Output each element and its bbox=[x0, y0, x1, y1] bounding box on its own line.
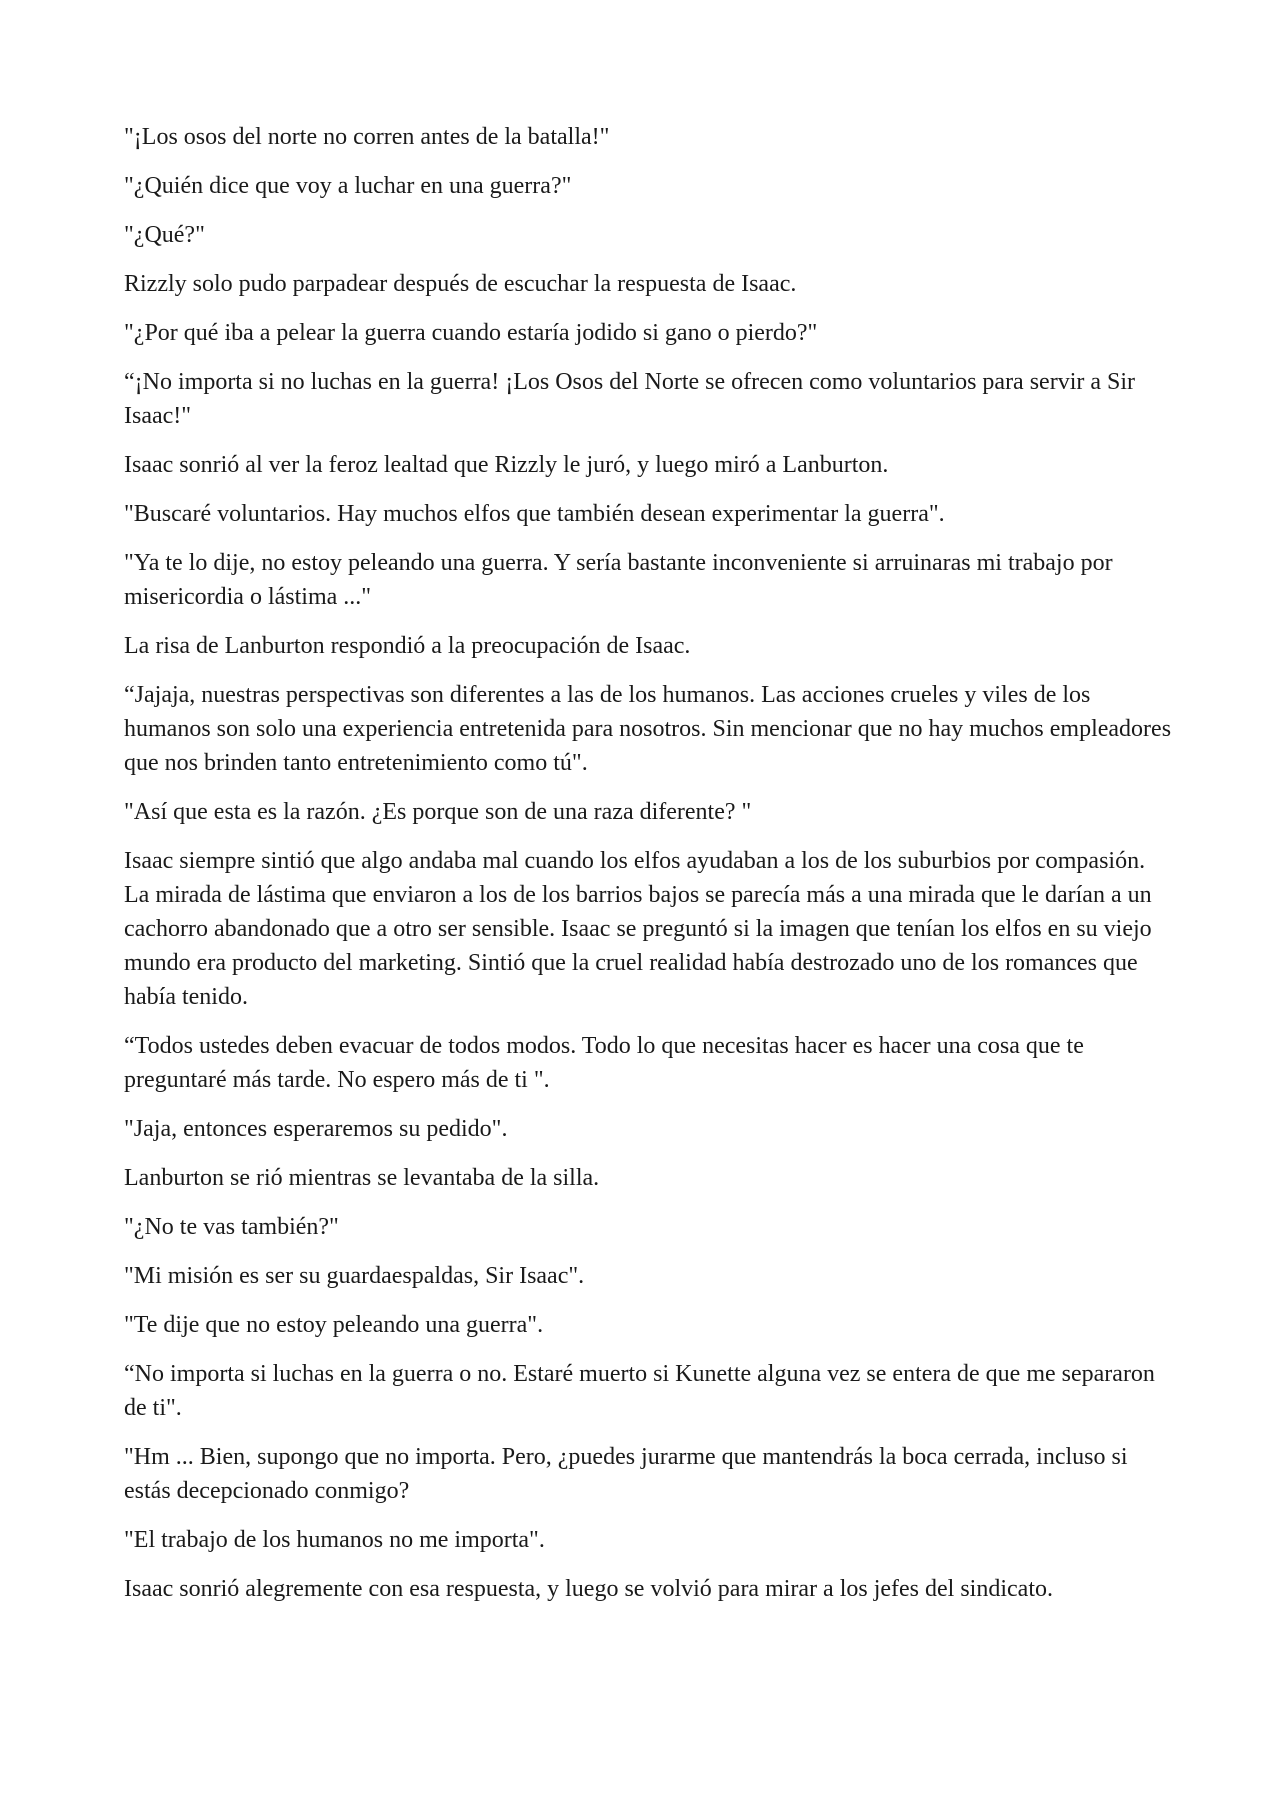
paragraph: Isaac sonrió al ver la feroz lealtad que Rizzly le juró, y luego miró a Lanburton. bbox=[124, 452, 889, 478]
paragraph: "El trabajo de los humanos no me importa". bbox=[124, 1527, 545, 1553]
paragraph: "Buscaré voluntarios. Hay muchos elfos que también desean experimentar la guerra". bbox=[124, 501, 945, 527]
paragraph: "Así que esta es la razón. ¿Es porque son de una raza diferente? " bbox=[124, 799, 752, 825]
paragraph: Rizzly solo pudo parpadear después de escuchar la respuesta de Isaac. bbox=[124, 271, 797, 297]
paragraph: La risa de Lanburton respondió a la preocupación de Isaac. bbox=[124, 633, 691, 659]
paragraph: "Mi misión es ser su guardaespaldas, Sir Isaac". bbox=[124, 1263, 585, 1289]
paragraph: "¡Los osos del norte no corren antes de la batalla!" bbox=[124, 124, 610, 150]
paragraph: "¿No te vas también?" bbox=[124, 1214, 339, 1240]
paragraph: "Te dije que no estoy peleando una guerra". bbox=[124, 1312, 544, 1338]
paragraph: "¿Por qué iba a pelear la guerra cuando estaría jodido si gano o pierdo?" bbox=[124, 320, 818, 346]
paragraph: Lanburton se rió mientras se levantaba de la silla. bbox=[124, 1165, 600, 1191]
paragraph: “Todos ustedes deben evacuar de todos modos. Todo lo que necesitas hacer es hacer una cosa que te preguntaré más tarde. No espero más de ti ". bbox=[124, 1033, 1084, 1093]
paragraph: "Ya te lo dije, no estoy peleando una guerra. Y sería bastante inconveniente si arruinaras mi trabajo por misericordia o lástima ..." bbox=[124, 550, 1113, 610]
paragraph: “No importa si luchas en la guerra o no. Estaré muerto si Kunette alguna vez se entera de que me separaron de ti". bbox=[124, 1361, 1155, 1421]
paragraph: "Jaja, entonces esperaremos su pedido". bbox=[124, 1116, 508, 1142]
paragraph: Isaac siempre sintió que algo andaba mal cuando los elfos ayudaban a los de los suburbios por compasión. La mirada de lástima que enviaron a los de los barrios bajos se parecía más a una mirada que le darían a un cachorro abandonado que a otro ser sensible. Isaac se preguntó si la imagen que tenían los elfos en su viejo mundo era producto del marketing. Sintió que la cruel realidad había destrozado uno de los romances que había tenido. bbox=[124, 848, 1152, 1010]
paragraph: “Jajaja, nuestras perspectivas son diferentes a las de los humanos. Las acciones crueles y viles de los humanos son solo una experiencia entretenida para nosotros. Sin mencionar que no hay muchos empleadores que nos brinden tanto entretenimiento como tú". bbox=[124, 682, 1172, 776]
paragraph: Isaac sonrió alegremente con esa respuesta, y luego se volvió para mirar a los jefes del sindicato. bbox=[124, 1576, 1053, 1602]
paragraph: “¡No importa si no luchas en la guerra! ¡Los Osos del Norte se ofrecen como voluntarios para servir a Sir Isaac!" bbox=[124, 369, 1136, 429]
document-body bbox=[124, 120, 1176, 1621]
paragraph: "Hm ... Bien, supongo que no importa. Pero, ¿puedes jurarme que mantendrás la boca cerrada, incluso si estás decepcionado conmigo? bbox=[124, 1444, 1128, 1504]
paragraph: "¿Qué?" bbox=[124, 222, 205, 248]
paragraph: "¿Quién dice que voy a luchar en una guerra?" bbox=[124, 173, 572, 199]
